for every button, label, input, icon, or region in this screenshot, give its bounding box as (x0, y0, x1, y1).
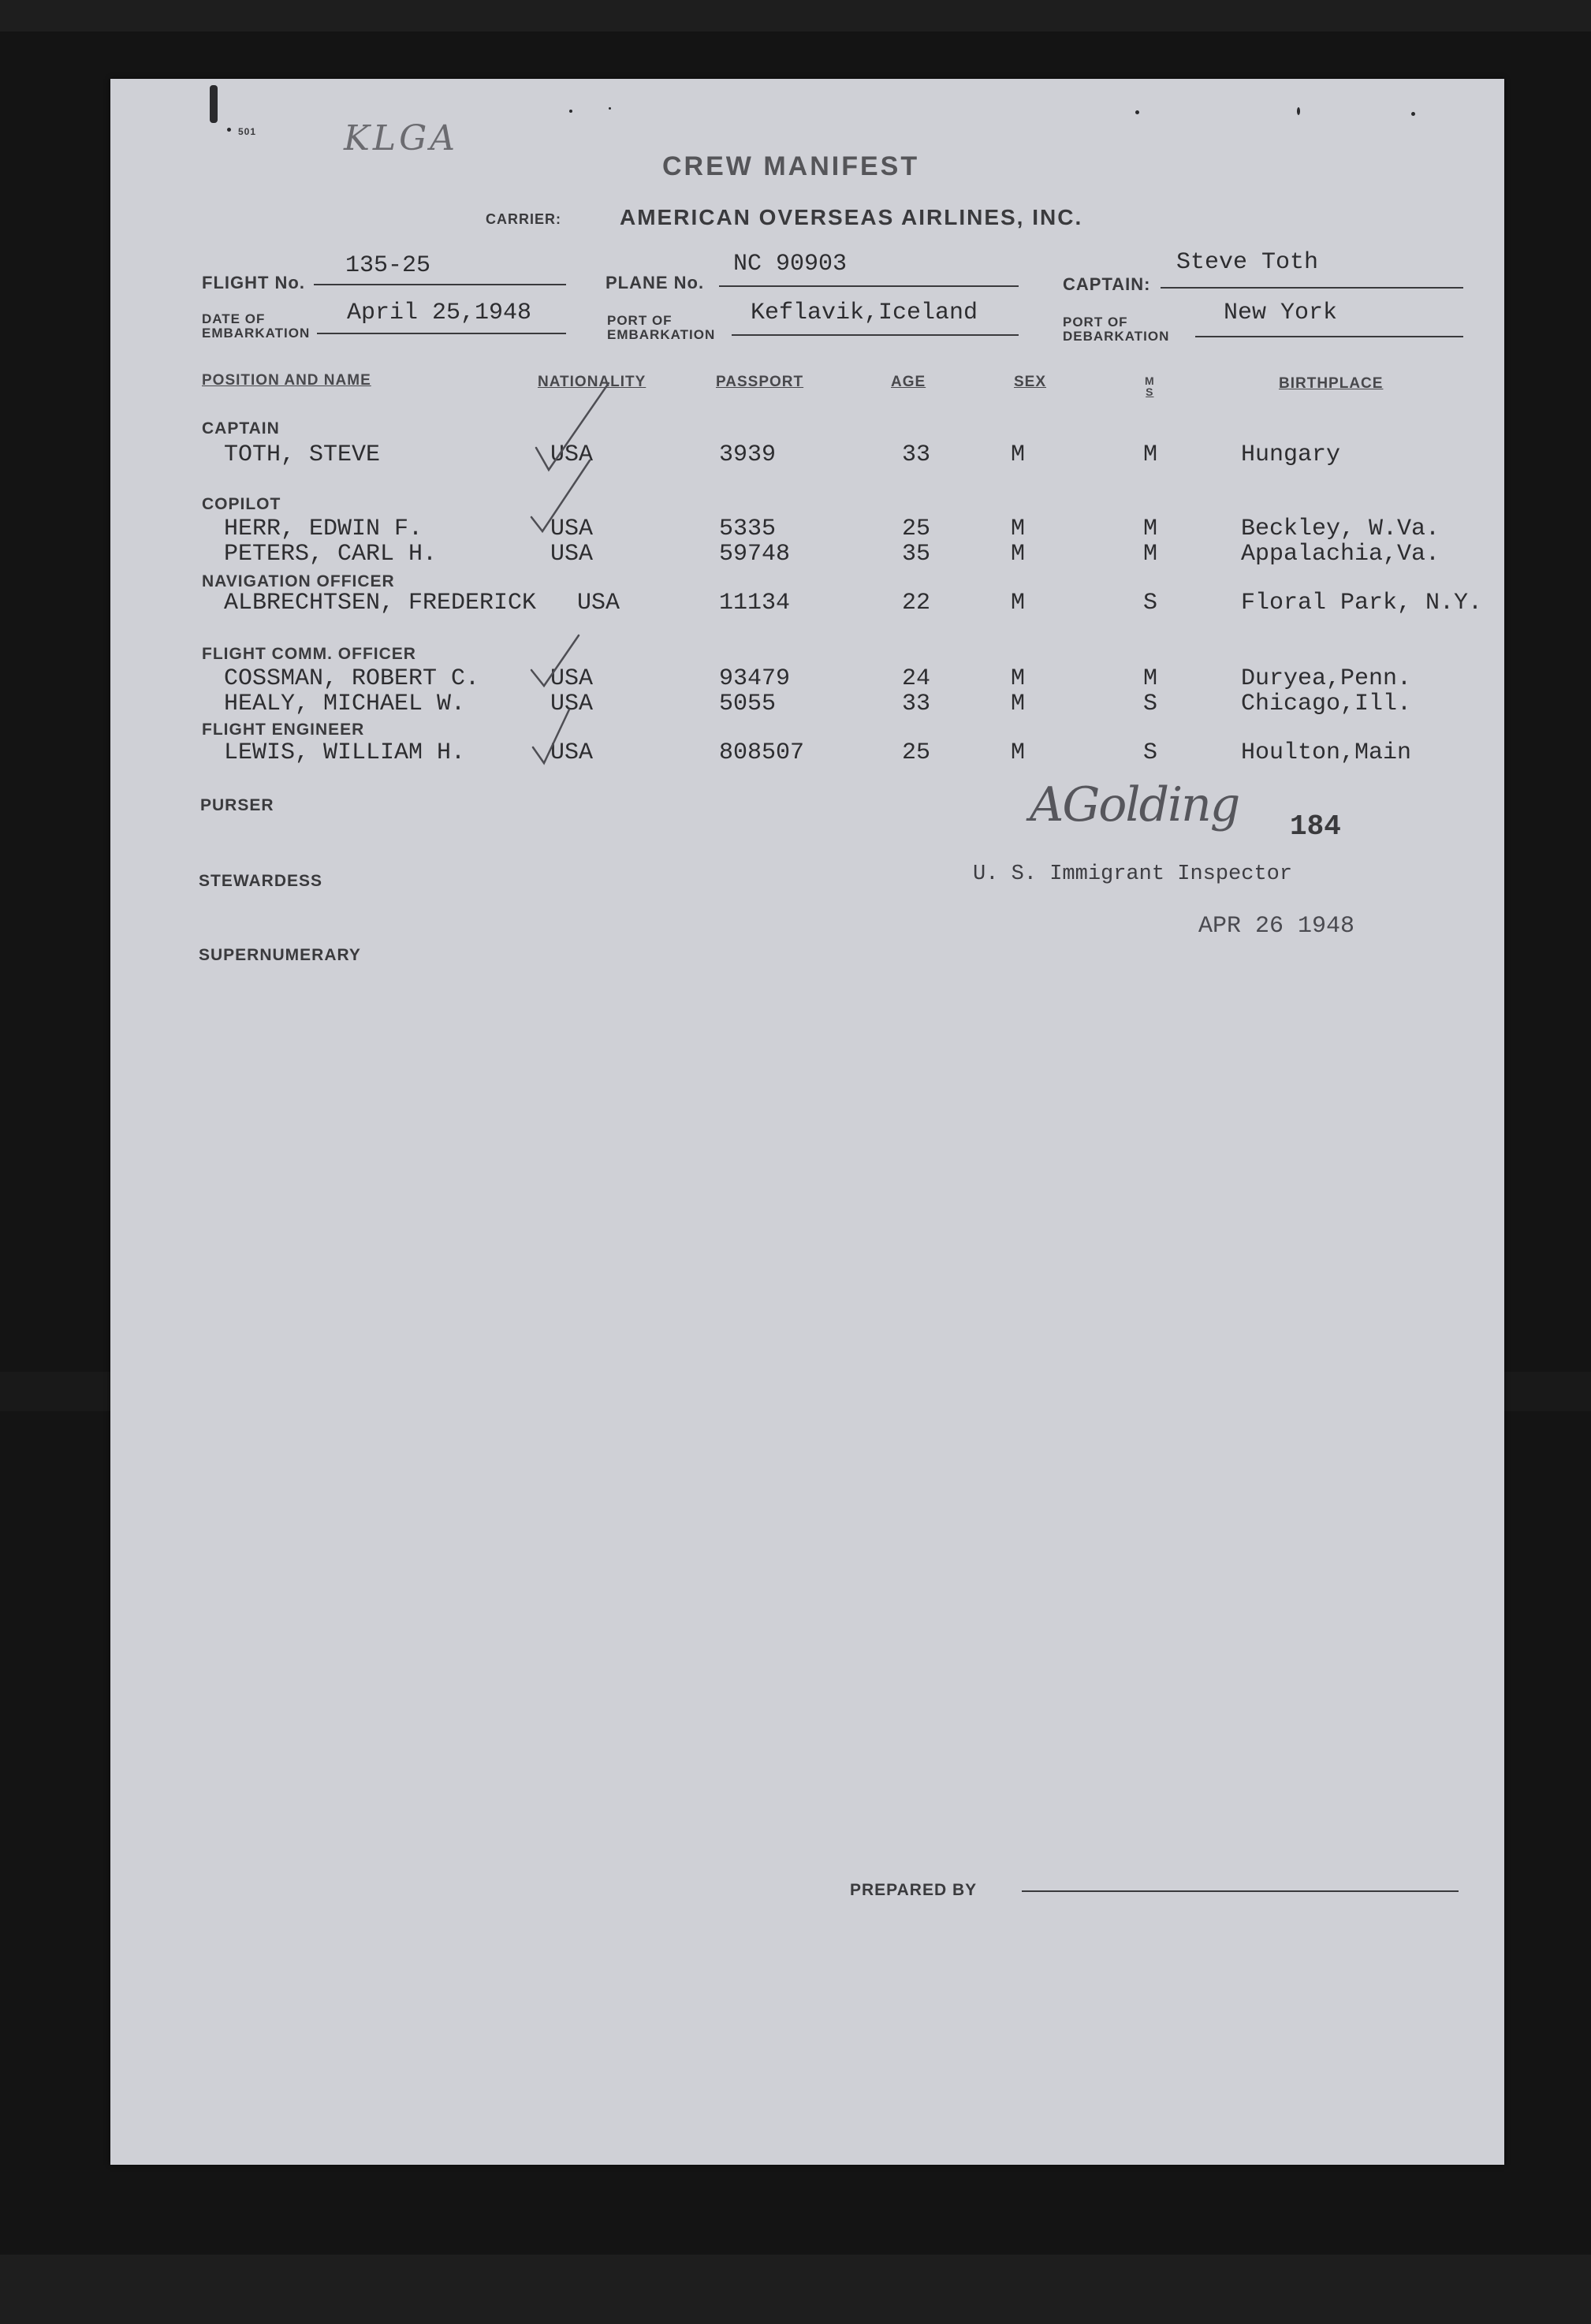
plane-number-value: NC 90903 (733, 251, 848, 277)
section-flight-comm-officer: FLIGHT COMM. OFFICER (202, 645, 416, 663)
section-supernumerary: SUPERNUMERARY (199, 946, 361, 964)
column-header-passport: PASSPORT (716, 374, 804, 390)
crew-birthplace: Floral Park, N.Y. (1241, 590, 1483, 616)
crew-sex: M (1011, 691, 1026, 717)
section-flight-engineer: FLIGHT ENGINEER (202, 721, 365, 739)
crew-age: 35 (902, 541, 931, 568)
plane-number-label: PLANE No. (605, 273, 705, 292)
check-marks-icon (110, 79, 1504, 867)
port-deb-label-line1: PORT OF (1063, 315, 1128, 330)
crew-marital: M (1143, 441, 1158, 468)
crew-nationality: USA (550, 516, 594, 542)
port-emb-label-line2: EMBARKATION (607, 327, 716, 342)
crew-sex: M (1011, 541, 1026, 568)
crew-sex: M (1011, 739, 1026, 766)
crew-birthplace: Chicago,Ill. (1241, 691, 1412, 717)
flight-number-value: 135-25 (345, 252, 431, 279)
crew-age: 25 (902, 516, 931, 542)
section-navigation-officer: NAVIGATION OFFICER (202, 572, 395, 590)
crew-sex: M (1011, 590, 1026, 616)
crew-birthplace: Appalachia,Va. (1241, 541, 1440, 568)
crew-nationality: USA (577, 590, 620, 616)
crew-age: 22 (902, 590, 931, 616)
column-header-position: POSITION AND NAME (202, 372, 371, 389)
prepared-by-line (1022, 1890, 1459, 1892)
column-header-nationality: NATIONALITY (538, 374, 646, 390)
crew-passport: 59748 (719, 541, 791, 568)
column-header-birthplace: BIRTHPLACE (1279, 375, 1384, 392)
crew-marital: M (1143, 665, 1158, 692)
form-number: 501 (238, 126, 257, 137)
crew-sex: M (1011, 665, 1026, 692)
port-debarkation-value: New York (1224, 300, 1338, 326)
inspector-badge-number: 184 (1290, 810, 1341, 843)
crew-marital: S (1143, 590, 1158, 616)
crew-birthplace: Duryea,Penn. (1241, 665, 1412, 692)
crew-passport: 3939 (719, 441, 777, 468)
crew-name: PETERS, CARL H. (224, 541, 438, 568)
crew-nationality: USA (550, 691, 594, 717)
marital-header-m: M (1145, 374, 1155, 387)
carrier-value: AMERICAN OVERSEAS AIRLINES, INC. (620, 205, 1083, 229)
inspector-signature: AGolding (1030, 777, 1239, 832)
port-embarkation-value: Keflavik,Iceland (751, 300, 978, 326)
check-mark-icon (531, 460, 590, 531)
crew-birthplace: Houlton,Main (1241, 739, 1412, 766)
crew-nationality: USA (550, 665, 594, 692)
check-mark-icon (536, 383, 609, 470)
crew-name: HEALY, MICHAEL W. (224, 691, 466, 717)
crew-manifest-sheet (110, 79, 1504, 2165)
column-header-age: AGE (891, 374, 926, 390)
crew-name: HERR, EDWIN F. (224, 516, 423, 542)
date-stamp: APR 26 1948 (1198, 913, 1355, 940)
marital-header-s: S (1146, 385, 1154, 398)
crew-name: ALBRECHTSEN, FREDERICK (224, 590, 537, 616)
crew-marital: M (1143, 516, 1158, 542)
crew-age: 33 (902, 441, 931, 468)
section-purser: PURSER (200, 796, 274, 814)
port-deb-label-line2: DEBARKATION (1063, 329, 1170, 344)
check-mark-icon (531, 635, 579, 686)
check-mark-icon (533, 709, 569, 763)
crew-age: 33 (902, 691, 931, 717)
crew-passport: 93479 (719, 665, 791, 692)
page-title: CREW MANIFEST (662, 151, 920, 181)
section-captain: CAPTAIN (202, 419, 280, 438)
crew-birthplace: Hungary (1241, 441, 1341, 468)
column-header-sex: SEX (1014, 374, 1047, 390)
crew-passport: 5055 (719, 691, 777, 717)
date-label-line1: DATE OF (202, 311, 266, 326)
crew-sex: M (1011, 441, 1026, 468)
crew-name: LEWIS, WILLIAM H. (224, 739, 466, 766)
carrier-label: CARRIER: (486, 211, 561, 227)
crew-age: 25 (902, 739, 931, 766)
section-stewardess: STEWARDESS (199, 872, 323, 890)
date-label-line2: EMBARKATION (202, 326, 311, 341)
crew-age: 24 (902, 665, 931, 692)
captain-value: Steve Toth (1176, 249, 1319, 276)
handwritten-airport-code: KLGA (344, 118, 459, 158)
crew-nationality: USA (550, 541, 594, 568)
date-embarkation-value: April 25,1948 (347, 300, 532, 326)
crew-passport: 5335 (719, 516, 777, 542)
crew-nationality: USA (550, 441, 594, 468)
crew-marital: M (1143, 541, 1158, 568)
crew-marital: S (1143, 739, 1158, 766)
crew-passport: 808507 (719, 739, 805, 766)
crew-name: COSSMAN, ROBERT C. (224, 665, 480, 692)
prepared-by-label: PREPARED BY (850, 1881, 978, 1899)
section-copilot: COPILOT (202, 495, 281, 513)
crew-passport: 11134 (719, 590, 791, 616)
port-emb-label-line1: PORT OF (607, 313, 673, 328)
film-band-top (0, 0, 1591, 32)
film-band-bottom (0, 2255, 1591, 2324)
crew-birthplace: Beckley, W.Va. (1241, 516, 1440, 542)
crew-sex: M (1011, 516, 1026, 542)
crew-marital: S (1143, 691, 1158, 717)
captain-label: CAPTAIN: (1063, 274, 1151, 294)
crew-nationality: USA (550, 739, 594, 766)
crew-name: TOTH, STEVE (224, 441, 381, 468)
inspector-title: U. S. Immigrant Inspector (973, 862, 1293, 886)
flight-number-label: FLIGHT No. (202, 273, 305, 292)
